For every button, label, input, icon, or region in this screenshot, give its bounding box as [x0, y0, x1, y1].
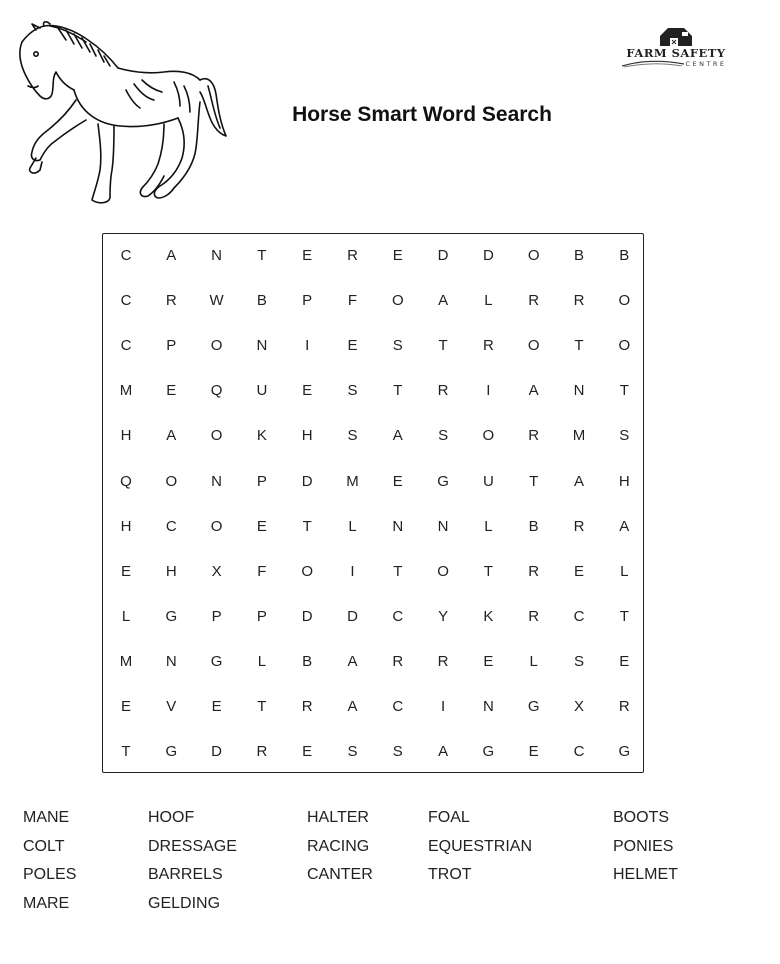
- word-list-item: HOOF: [148, 809, 195, 826]
- grid-letter: S: [438, 427, 449, 445]
- grid-letter: C: [573, 743, 585, 761]
- grid-letter: S: [347, 743, 358, 761]
- grid-letter: R: [528, 562, 540, 580]
- grid-letter: G: [437, 472, 449, 490]
- grid-letter: L: [121, 607, 131, 625]
- grid-letter: R: [618, 698, 630, 715]
- grid-letter: D: [437, 247, 449, 264]
- grid-letter: R: [301, 698, 313, 715]
- word-list-item: COLT: [23, 837, 65, 855]
- grid-letter: I: [305, 337, 310, 355]
- grid-letter: O: [527, 337, 540, 355]
- grid-letter: B: [256, 292, 267, 310]
- grid-letter: N: [482, 698, 494, 715]
- grid-letter: T: [483, 562, 493, 580]
- word-list-item: MARE: [23, 894, 70, 912]
- page-title: Horse Smart Word Search: [292, 103, 552, 126]
- word-list-item: HALTER: [307, 809, 369, 826]
- grid-letter: T: [438, 337, 448, 355]
- grid-letter: R: [528, 427, 540, 445]
- grid-letter: M: [346, 472, 359, 490]
- grid-letter: C: [392, 698, 404, 715]
- word-list-item: CANTER: [307, 866, 373, 884]
- grid-letter: P: [166, 337, 177, 355]
- horse-illustration: [14, 20, 230, 210]
- grid-letter: H: [301, 427, 313, 445]
- grid-letter: F: [347, 292, 358, 310]
- grid-letter: T: [574, 337, 584, 355]
- grid-letter: D: [482, 247, 494, 264]
- grid-letter: L: [529, 652, 538, 670]
- grid-letter: A: [619, 517, 630, 535]
- grid-letter: O: [527, 247, 540, 264]
- grid-letter: U: [482, 472, 494, 490]
- grid-letter: L: [257, 652, 267, 670]
- grid-letter: I: [486, 382, 491, 400]
- barn-icon: [656, 26, 696, 46]
- grid-letter: L: [620, 562, 629, 580]
- word-search-grid: [102, 233, 644, 773]
- grid-letter: S: [619, 427, 630, 445]
- grid-letter: N: [211, 472, 223, 490]
- grid-letter: R: [528, 292, 540, 310]
- grid-letter: C: [120, 292, 132, 310]
- grid-letter: A: [347, 698, 358, 715]
- grid-letter: O: [210, 517, 223, 535]
- grid-letter: R: [347, 247, 358, 264]
- grid-letter: T: [121, 743, 131, 761]
- grid-letter: B: [528, 517, 539, 535]
- logo-text-primary: FARM SAFETY: [626, 46, 726, 60]
- word-list-item: GELDING: [148, 894, 221, 912]
- grid-letter: I: [441, 698, 446, 715]
- grid-letter: B: [573, 247, 584, 264]
- grid-letter: O: [165, 472, 178, 490]
- grid-letter: P: [256, 607, 267, 625]
- grid-letter: F: [257, 562, 267, 580]
- grid-letter: H: [618, 472, 630, 490]
- grid-letter: O: [210, 337, 223, 355]
- grid-letter: O: [210, 427, 223, 445]
- grid-letter: B: [619, 247, 630, 264]
- grid-letter: D: [301, 472, 313, 490]
- grid-letter: C: [573, 607, 585, 625]
- grid-letter: S: [347, 382, 358, 400]
- grid-letter: A: [166, 247, 177, 264]
- grid-letter: P: [211, 607, 222, 625]
- grid-letter: E: [120, 698, 131, 715]
- grid-letter: G: [210, 652, 223, 670]
- grid-letter: N: [392, 517, 404, 535]
- grid-letter: H: [120, 427, 132, 445]
- grid-letter: R: [437, 382, 449, 400]
- grid-letter: K: [483, 607, 494, 625]
- grid-letter: A: [392, 427, 403, 445]
- grid-letter: O: [437, 562, 449, 580]
- grid-letter: W: [209, 292, 224, 310]
- grid-letter: L: [348, 517, 357, 535]
- grid-letter: E: [302, 743, 313, 761]
- grid-letter: T: [619, 382, 629, 400]
- grid-letter: H: [120, 517, 132, 535]
- grid-letter: E: [166, 382, 177, 400]
- grid-letter: A: [347, 652, 358, 670]
- grid-letter: R: [528, 607, 540, 625]
- grid-letter: H: [165, 562, 177, 580]
- grid-letter: S: [573, 652, 584, 670]
- grid-letter: Y: [438, 607, 449, 625]
- word-list-item: TROT: [428, 866, 472, 884]
- grid-letter: C: [165, 517, 177, 535]
- grid-letter: R: [437, 652, 449, 670]
- grid-letter: R: [392, 652, 404, 670]
- word-list-item: MANE: [23, 809, 70, 826]
- grid-letter: S: [392, 743, 403, 761]
- grid-letter: E: [619, 652, 630, 670]
- grid-letter: T: [302, 517, 312, 535]
- grid-letter: T: [257, 247, 267, 264]
- grid-letter: M: [572, 427, 586, 445]
- grid-letter: E: [302, 247, 313, 264]
- grid-letter: N: [256, 337, 268, 355]
- grid-letter: N: [211, 247, 223, 264]
- grid-letter: G: [618, 743, 631, 761]
- logo-swoosh: [622, 58, 684, 68]
- grid-letter: D: [211, 743, 223, 761]
- grid-letter: N: [573, 382, 585, 400]
- word-list-item: POLES: [23, 866, 77, 884]
- grid-letter: O: [482, 427, 495, 445]
- word-list-item: DRESSAGE: [148, 837, 237, 855]
- grid-letter: D: [347, 607, 358, 625]
- word-list-item: BARRELS: [148, 866, 223, 884]
- grid-letter: C: [392, 607, 404, 625]
- grid-letter: I: [350, 562, 355, 580]
- grid-letter: E: [302, 382, 313, 400]
- grid-letter: D: [301, 607, 313, 625]
- grid-letter: L: [484, 517, 493, 535]
- grid-letter: O: [618, 337, 631, 355]
- grid-letter: E: [483, 652, 494, 670]
- grid-letter: R: [165, 292, 177, 310]
- grid-letter: T: [393, 382, 403, 400]
- grid-letter: O: [391, 292, 404, 310]
- grid-letter: E: [573, 562, 584, 580]
- grid-letter: E: [120, 562, 131, 580]
- word-list-item: RACING: [307, 837, 370, 855]
- grid-letter: K: [256, 427, 267, 445]
- grid-letter: V: [166, 698, 177, 715]
- grid-letter: E: [392, 472, 403, 490]
- grid-letter: R: [482, 337, 494, 355]
- grid-letter: Q: [120, 472, 132, 490]
- word-list-item: EQUESTRIAN: [428, 837, 533, 855]
- grid-letter: N: [165, 652, 177, 670]
- word-list-item: HELMET: [613, 866, 678, 884]
- grid-letter: P: [256, 472, 267, 490]
- grid-letter: L: [484, 292, 493, 310]
- grid-letter: E: [211, 698, 222, 715]
- logo-text-secondary: CENTRE: [685, 60, 727, 68]
- grid-letter: N: [437, 517, 449, 535]
- grid-letter: O: [301, 562, 314, 580]
- grid-letter: G: [165, 743, 178, 761]
- grid-letter: S: [392, 337, 403, 355]
- grid-letter: B: [302, 652, 313, 670]
- grid-letter: T: [619, 607, 629, 625]
- grid-letter: C: [120, 247, 132, 264]
- grid-letter: S: [347, 427, 358, 445]
- grid-letter: A: [166, 427, 177, 445]
- grid-letter: R: [573, 517, 585, 535]
- grid-letter: C: [120, 337, 132, 355]
- grid-letter: T: [393, 562, 403, 580]
- word-list-item: BOOTS: [613, 809, 670, 826]
- grid-letter: E: [347, 337, 358, 355]
- grid-letter: O: [618, 292, 631, 310]
- grid-letter: X: [573, 698, 584, 715]
- grid-letter: E: [392, 247, 403, 264]
- grid-letter: A: [573, 472, 584, 490]
- grid-letter: A: [438, 292, 449, 310]
- word-list-item: PONIES: [613, 837, 674, 855]
- grid-letter: G: [527, 698, 540, 715]
- grid-letter: A: [438, 743, 449, 761]
- grid-letter: R: [573, 292, 585, 310]
- grid-letter: A: [528, 382, 539, 400]
- grid-letter: M: [119, 382, 133, 400]
- grid-letter: U: [256, 382, 268, 400]
- grid-letter: T: [529, 472, 539, 490]
- grid-letter: T: [257, 698, 267, 715]
- grid-letter: E: [256, 517, 267, 535]
- grid-letter: Q: [210, 382, 223, 400]
- word-list-item: FOAL: [428, 809, 470, 826]
- grid-letter: X: [211, 562, 222, 580]
- farm-safety-centre-logo: [618, 24, 734, 76]
- grid-letter: P: [302, 292, 313, 310]
- grid-letter: G: [482, 743, 495, 761]
- grid-letter: G: [165, 607, 178, 625]
- grid-letter: R: [256, 743, 268, 761]
- grid-letter: E: [528, 743, 539, 761]
- grid-letter: M: [119, 652, 133, 670]
